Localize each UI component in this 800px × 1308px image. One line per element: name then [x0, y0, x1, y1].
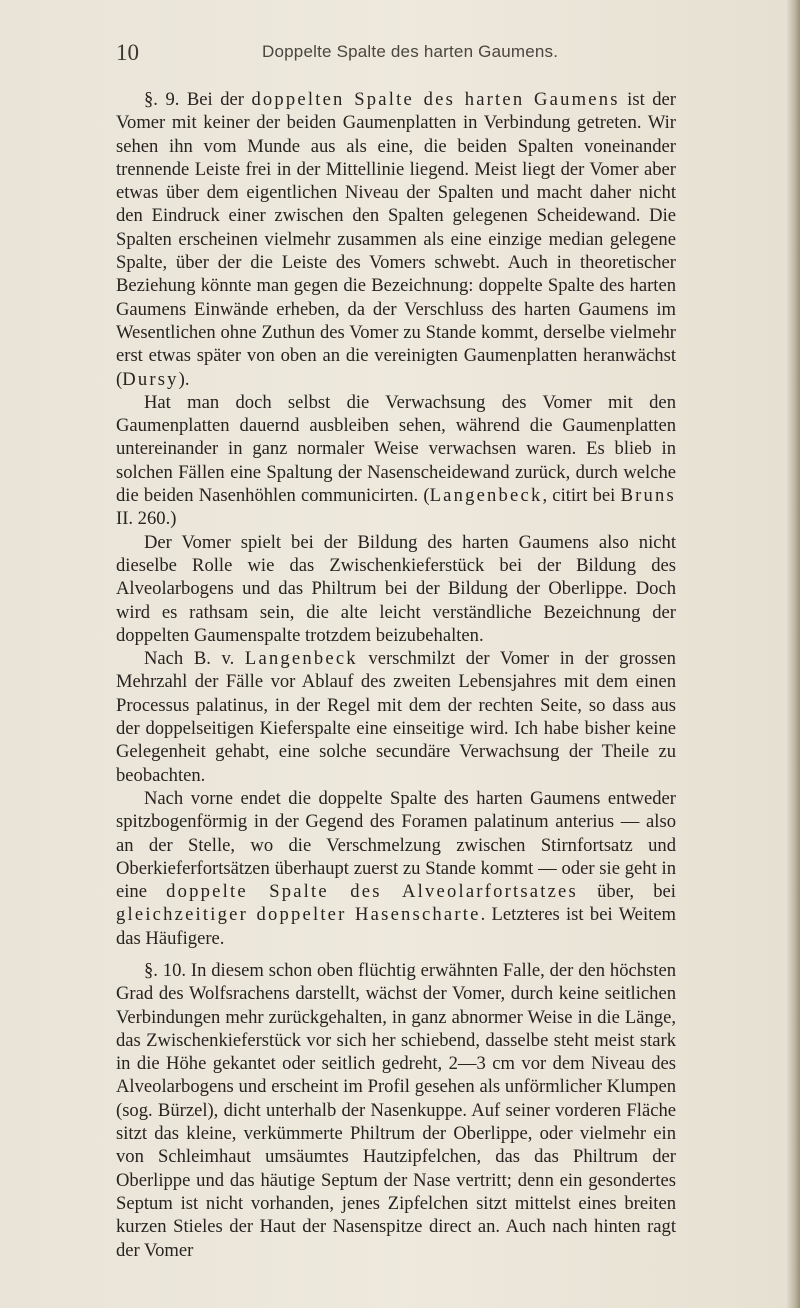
text-run: II. 260.)	[116, 508, 177, 530]
text-run: , citirt bei	[542, 485, 621, 507]
text-run: . Letzteres ist bei Weitem das Häufigere.	[116, 904, 676, 949]
page-fold-shadow	[786, 0, 800, 1308]
emphasized-text: Bruns	[620, 485, 676, 507]
text-run: ist der Vomer mit keiner der beiden Gaumenplatten in Verbindung getreten. Wir sehen ihn vom Munde aus als eine, die beiden Spalten voneinander trennende Leiste frei in der Mittellinie liegend. Meist liegt der Vomer aber etwas über dem eigentlichen Niveau der Spalten und macht daher nicht den Eindruck einer zwischen den Spalten gelegenen Scheidewand. Die Spalten erscheinen vielmehr zusammen als eine einzige median gelegene Spalte, über der die Leiste des Vomers schwebt. Auch in theoretischer Beziehung könnte man gegen die Bezeichnung: doppelte Spalte des harten Gaumens Einwände erheben, da der Verschluss des harten Gaumens im Wesentlichen ohne Zuthun des Vomer zu Stande kommt, derselbe vielmehr erst etwas später von oben an die vereinigten Gaumenplatten heranwächst (	[116, 89, 676, 390]
emphasized-text: Langenbeck	[244, 648, 358, 670]
text-run: Nach vorne endet die doppelte Spalte des harten Gaumens entweder spitzbogenförmig in der Gegend des Foramen palatinum anterius — also an der Stelle, wo die Verschmelzung zwischen Stirnfortsatz und Oberkieferfortsätzen überhaupt zuerst zu Stande kommt — oder sie geht in eine	[116, 787, 676, 903]
running-title: Doppelte Spalte des harten Gaumens.	[262, 42, 559, 61]
emphasized-text: doppelte Spalte des Alveolarfortsatzes	[166, 881, 578, 903]
text-run: Nach B. v.	[144, 648, 245, 670]
paragraph	[116, 647, 676, 787]
text-run: Der Vomer spielt bei der Bildung des harten Gaumens also nicht dieselbe Rolle wie das Zwischenkieferstück bei der Bildung des Alveolarbogens und das Philtrum bei der Bildung der Oberlippe. Doch wird es rathsam sein, die alte leicht verständliche Bezeichnung der doppelten Gaumenspalte trotzdem beizubehalten.	[116, 531, 676, 646]
text-run: über, bei	[577, 881, 676, 903]
text-run: §. 9. Bei der	[144, 89, 252, 110]
emphasized-text: Langenbeck	[429, 485, 543, 507]
page-number: 10	[116, 40, 139, 65]
body-text	[116, 88, 676, 1262]
text-run: §. 10. In diesem schon oben flüchtig erwähnten Falle, der den höchsten Grad des Wolfsrachens darstellt, wächst der Vomer, durch keine seitlichen Verbindungen mehr zurückgehalten, in ganz abnormer Weise in die Länge, das Zwischenkieferstück vor sich her schiebend, dasselbe steht meist stark in die Höhe gekantet oder seitlich gedreht, 2—3 cm vor dem Niveau des Alveolarbogens und erscheint im Profil gesehen als unförmlicher Klumpen (sog. Bürzel), dicht unterhalb der Nasenkuppe. Auf seiner vorderen Fläche sitzt das kleine, verkümmerte Philtrum der Oberlippe, oder vielmehr ein von Schleimhaut umsäumtes Hautzipfelchen, das das Philtrum der Oberlippe und das häutige Septum der Nase vertritt; denn ein gesondertes Septum ist nicht vorhanden, jenes Zipfelchen sitzt mittelst eines breiten kurzen Stieles der Haut der Nasenspitze direct an. Auch nach hinten ragt der Vomer	[116, 959, 676, 1261]
emphasized-text: Dursy	[122, 368, 179, 390]
emphasized-text: gleichzeitiger doppelter Hasenscharte	[116, 904, 481, 926]
paragraph	[116, 391, 676, 531]
text-run: ).	[178, 368, 190, 390]
paragraph	[116, 88, 676, 391]
paragraph	[116, 787, 676, 950]
emphasized-text: doppelten Spalte des harten Gaumens	[251, 89, 620, 110]
text-run: verschmilzt der Vomer in der grossen Mehrzahl der Fälle vor Ablauf des zweiten Lebensjahres mit dem einen Processus palatinus, in der Regel mit dem der rechten Seite, so dass aus der doppelseitigen Kieferspalte eine einseitige wird. Ich habe bisher keine Gelegenheit gehabt, eine solche secundäre Verwachsung der Theile zu beobachten.	[116, 648, 676, 786]
paragraph	[116, 959, 676, 1262]
page-header	[116, 38, 676, 72]
paragraph	[116, 531, 676, 647]
text-run: Hat man doch selbst die Verwachsung des Vomer mit den Gaumenplatten dauernd ausbleiben sehen, während die Gaumenplatten untereinander in ganz normaler Weise verwachsen waren. Es blieb in solchen Fällen eine Spaltung der Nasenscheidewand zurück, durch welche die beiden Nasenhöhlen communicirten. (	[116, 391, 676, 507]
